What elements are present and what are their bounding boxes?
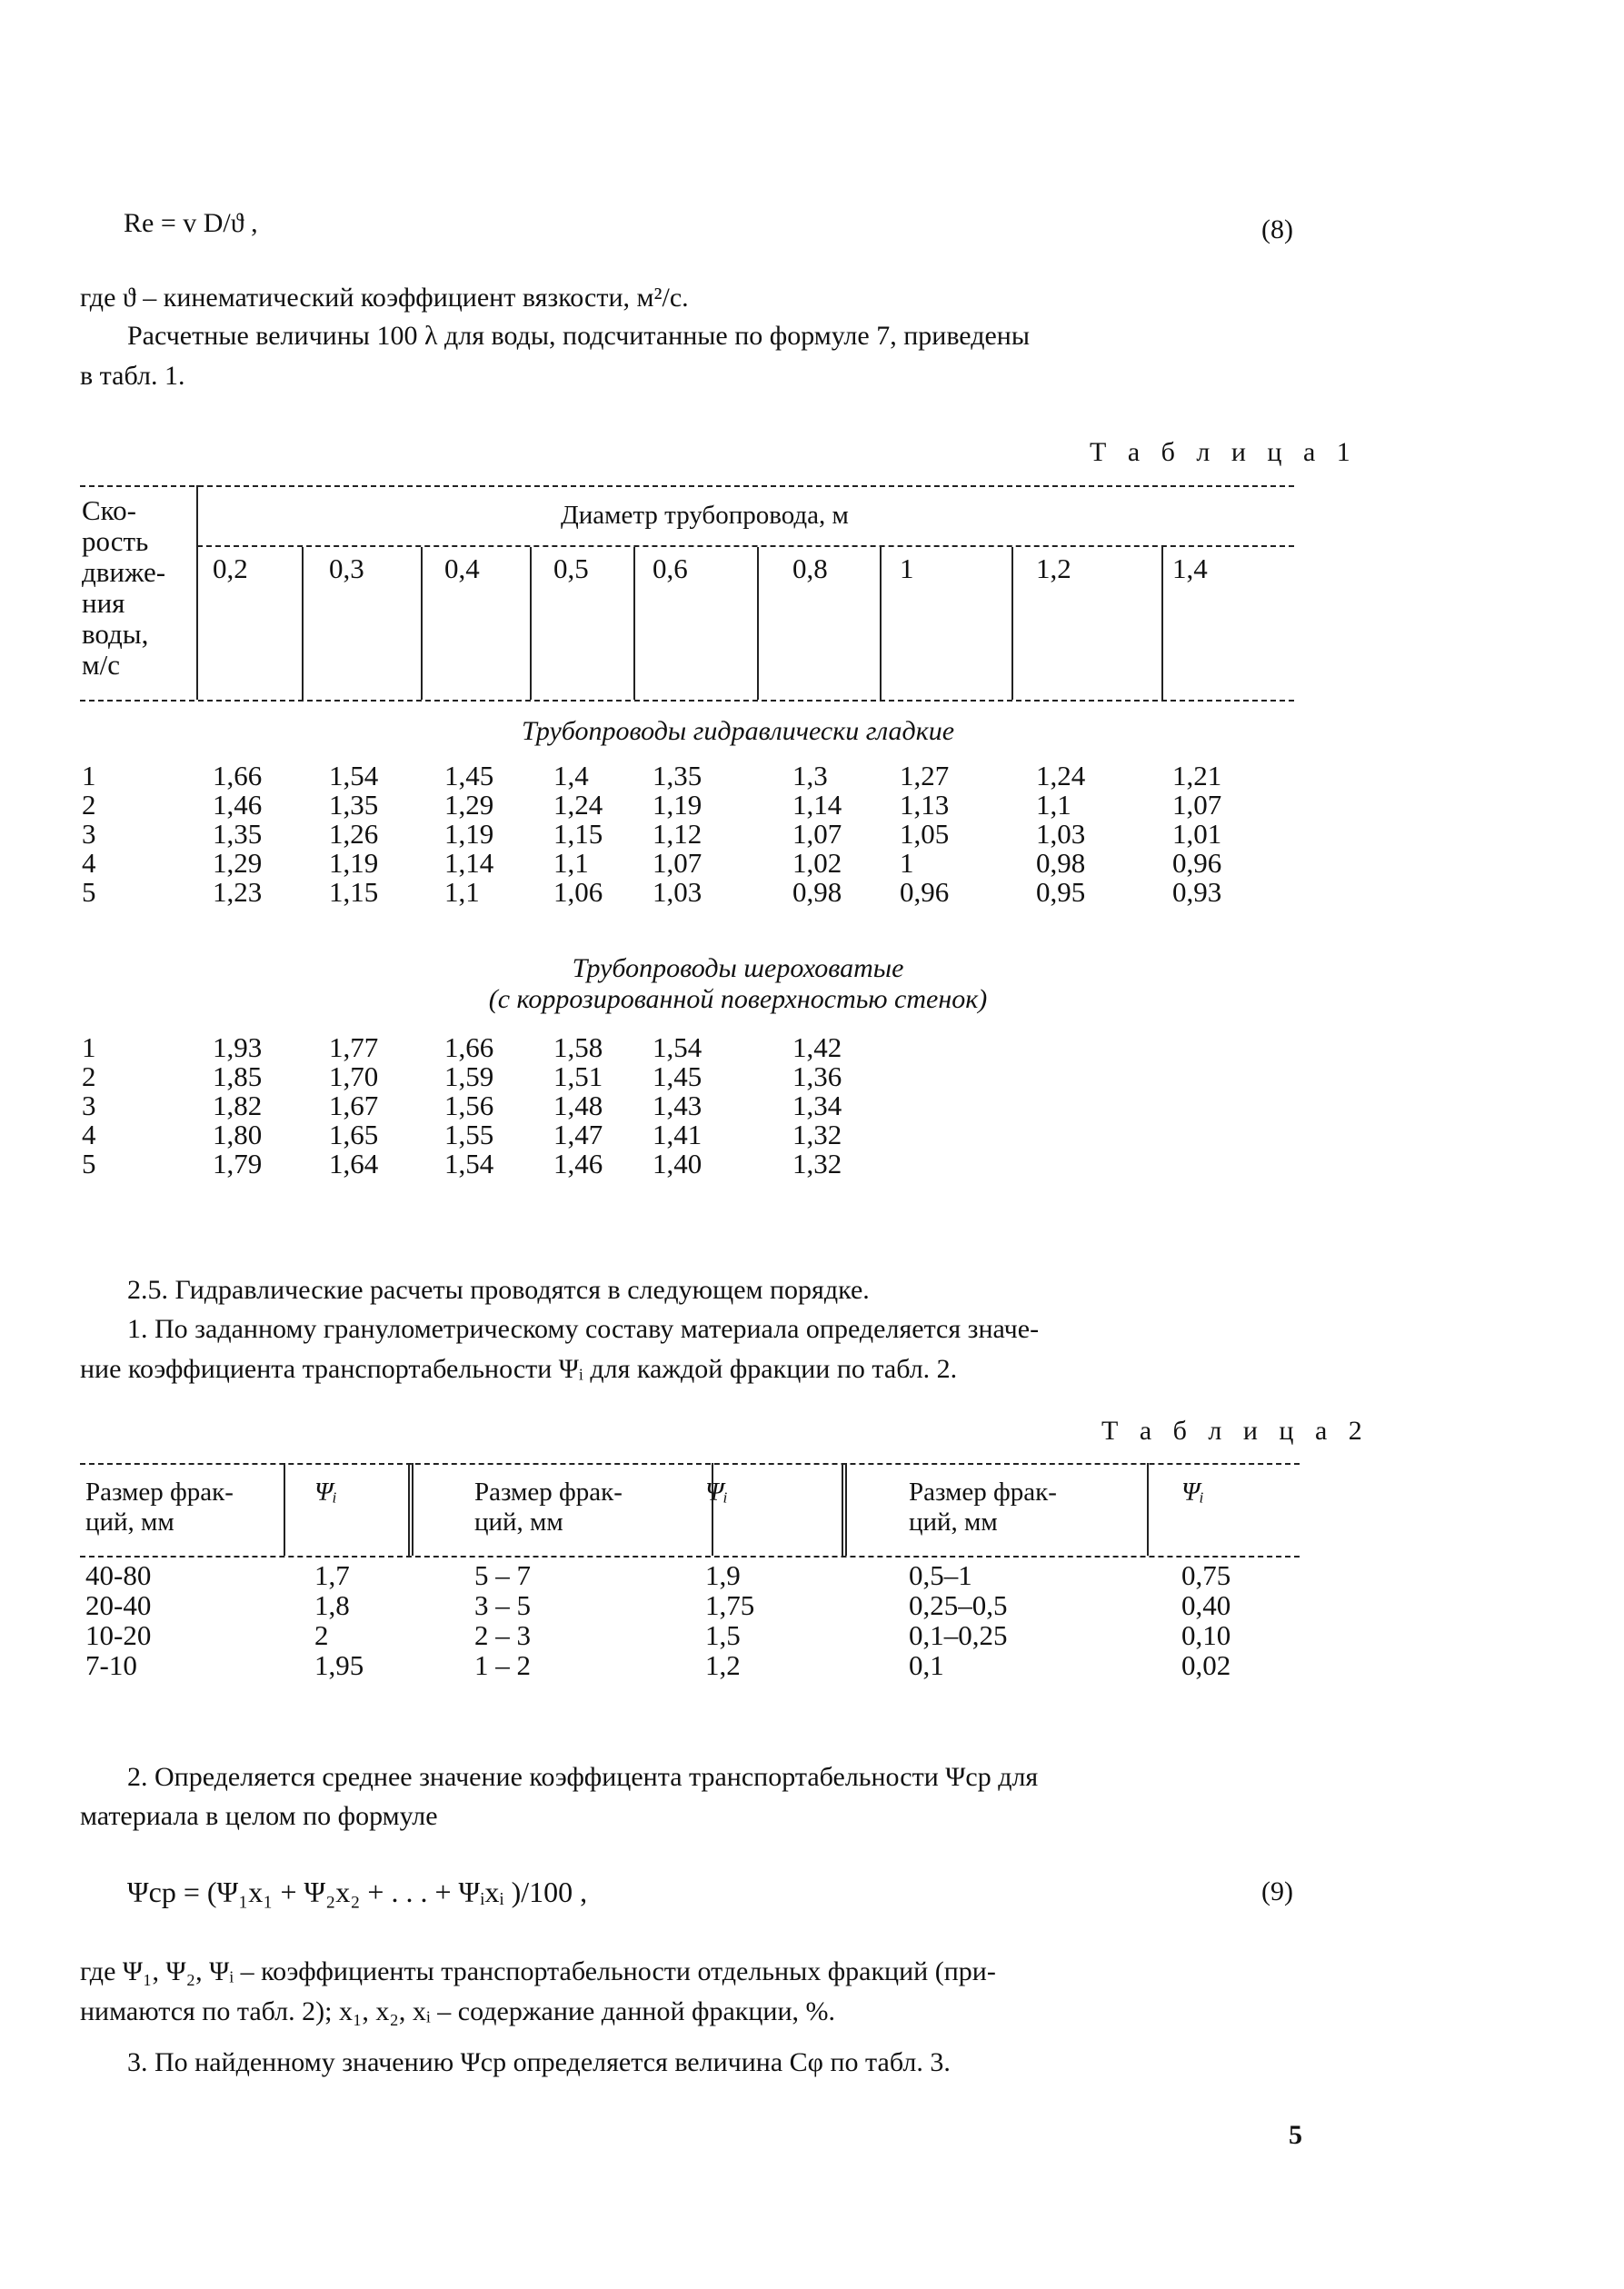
item-2-line-1: 2. Определяется среднее значение коэффицента транспортабельности Ψср для (127, 1762, 1039, 1792)
table-1-speed-cell: 2 (82, 789, 96, 821)
table-1-value-cell: 1,32 (792, 1119, 842, 1150)
table-1-speed-cell: 4 (82, 1119, 96, 1150)
paragraph-1-line-2: в табл. 1. (80, 361, 185, 391)
table-1-group-header: Диаметр трубопровода, м (561, 501, 849, 530)
table-2-psi-cell: 1,8 (314, 1589, 350, 1621)
table-2-psi-cell: 2 (314, 1619, 329, 1651)
table-1-value-cell: 1,1 (553, 847, 589, 879)
table-2-psi-cell: 1,75 (705, 1589, 755, 1621)
table-1-section-2-title-line-2: (с коррозированной поверхностью стенок) (488, 984, 988, 1014)
table-1-top-rule (80, 485, 1294, 487)
table-2-psi-cell: 1,9 (705, 1559, 741, 1591)
table-2-header-psi: Ψᵢ (1181, 1478, 1204, 1507)
table-2-header-size: ций, мм (474, 1508, 563, 1537)
item-2-line-2: материала в целом по формуле (80, 1801, 438, 1831)
table-1-value-cell: 1,55 (444, 1119, 494, 1150)
table-1-value-cell: 1,4 (553, 760, 589, 791)
table-1-divider (1161, 547, 1163, 700)
table-1-value-cell: 1,3 (792, 760, 828, 791)
table-2-size-cell: 0,1–0,25 (909, 1619, 1008, 1651)
table-1-value-cell: 1,48 (553, 1090, 603, 1121)
table-2-header-size: Размер фрак- (474, 1478, 623, 1507)
table-2-size-cell: 0,25–0,5 (909, 1589, 1008, 1621)
table-1-value-cell: 1,06 (553, 876, 603, 908)
table-1-row-header-line: Ско- (82, 494, 136, 526)
table-1-value-cell: 1,54 (444, 1148, 494, 1179)
table-1-value-cell: 1,35 (213, 818, 263, 850)
table-1-value-cell: 1,24 (1036, 760, 1086, 791)
table-1-value-cell: 1,02 (792, 847, 842, 879)
table-1-value-cell: 1,13 (900, 789, 950, 821)
table-1-value-cell: 1 (900, 847, 914, 879)
table-2-header-size: ций, мм (909, 1508, 998, 1537)
table-2-size-cell: 3 – 5 (474, 1589, 531, 1621)
table-2-caption: Т а б л и ц а 2 (1101, 1416, 1370, 1446)
table-1-value-cell: 1,40 (653, 1148, 702, 1179)
table-2-header-psi: Ψᵢ (314, 1478, 337, 1507)
table-1-divider (757, 547, 759, 700)
item-3: 3. По найденному значению Ψср определяется величина Cφ по табл. 3. (127, 2047, 951, 2077)
table-1-value-cell: 1,12 (653, 818, 702, 850)
table-1-value-cell: 1,45 (444, 760, 494, 791)
table-1-value-cell: 1,51 (553, 1060, 603, 1092)
table-2-header-bottom-rule (80, 1556, 1300, 1558)
section-2-5-item-1-line-1: 1. По заданному гранулометрическому составу материала определяется значе- (127, 1314, 1040, 1344)
table-1-speed-cell: 3 (82, 818, 96, 850)
table-1-value-cell: 0,95 (1036, 876, 1086, 908)
table-1-value-cell: 1,27 (900, 760, 950, 791)
table-2-size-cell: 20-40 (85, 1589, 152, 1621)
section-2-5-heading: 2.5. Гидравлические расчеты проводятся в следующем порядке. (127, 1275, 870, 1305)
table-2-double-divider (842, 1463, 847, 1556)
table-2-psi-cell: 0,10 (1181, 1619, 1231, 1651)
table-1-diameter-header: 0,8 (792, 552, 828, 584)
table-1-divider (302, 547, 304, 700)
where-2-line-2: нимаются по табл. 2); x₁, x₂, xᵢ – содержание данной фракции, %. (80, 1996, 836, 2026)
table-1-value-cell: 1,07 (653, 847, 702, 879)
table-2-psi-cell: 1,95 (314, 1649, 364, 1681)
table-1-divider (633, 547, 635, 700)
table-1-value-cell: 1,1 (1036, 789, 1071, 821)
table-2-psi-cell: 1,7 (314, 1559, 350, 1591)
table-1-value-cell: 0,96 (900, 876, 950, 908)
table-1-value-cell: 1,23 (213, 876, 263, 908)
table-1-value-cell: 1,03 (1036, 818, 1086, 850)
where-line: где ϑ – кинематический коэффициент вязкости, м²/с. (80, 283, 689, 313)
table-1-divider (530, 547, 532, 700)
table-1-diameter-header: 0,3 (329, 552, 364, 584)
table-1-value-cell: 1,59 (444, 1060, 494, 1092)
table-1-diameter-header: 1,2 (1036, 552, 1071, 584)
table-1-value-cell: 1,35 (653, 760, 702, 791)
table-1-divider (421, 547, 423, 700)
table-1-value-cell: 1,19 (653, 789, 702, 821)
table-1-value-cell: 1,05 (900, 818, 950, 850)
formula-9-number: (9) (1261, 1876, 1293, 1906)
table-1-speed-cell: 2 (82, 1060, 96, 1092)
table-1-value-cell: 1,14 (444, 847, 494, 879)
table-1-value-cell: 1,85 (213, 1060, 263, 1092)
table-1-divider (1011, 547, 1013, 700)
table-2-size-cell: 2 – 3 (474, 1619, 531, 1651)
table-1-value-cell: 1,07 (1172, 789, 1222, 821)
table-1-row-header-line: ния (82, 587, 125, 619)
table-1-value-cell: 1,64 (329, 1148, 379, 1179)
table-1-value-cell: 1,46 (553, 1148, 603, 1179)
table-1-value-cell: 1,07 (792, 818, 842, 850)
table-1-speed-cell: 5 (82, 876, 96, 908)
table-2-top-rule (80, 1463, 1300, 1465)
table-2-size-cell: 10-20 (85, 1619, 152, 1651)
table-1-value-cell: 1,35 (329, 789, 379, 821)
table-1-diameter-header: 0,2 (213, 552, 248, 584)
table-2-psi-cell: 1,2 (705, 1649, 741, 1681)
table-1-divider (196, 485, 198, 700)
table-1-value-cell: 0,98 (1036, 847, 1086, 879)
table-1-value-cell: 0,93 (1172, 876, 1222, 908)
table-1-value-cell: 1,1 (444, 876, 480, 908)
table-1-speed-cell: 1 (82, 760, 96, 791)
table-1-value-cell: 0,96 (1172, 847, 1222, 879)
table-1-diameter-header: 1 (900, 552, 914, 584)
table-1-caption: Т а б л и ц а 1 (1090, 437, 1358, 467)
table-1-value-cell: 1,15 (329, 876, 379, 908)
table-1-row-header-line: воды, (82, 618, 149, 650)
section-2-5-item-1-line-2: ние коэффициента транспортабельности Ψᵢ для каждой фракции по табл. 2. (80, 1354, 958, 1384)
table-1-value-cell: 1,70 (329, 1060, 379, 1092)
table-1-value-cell: 1,43 (653, 1090, 702, 1121)
table-1-value-cell: 1,82 (213, 1090, 263, 1121)
table-1-value-cell: 1,47 (553, 1119, 603, 1150)
table-1-value-cell: 1,15 (553, 818, 603, 850)
table-2-divider (1147, 1463, 1149, 1556)
formula-9: Ψср = (Ψ₁x₁ + Ψ₂x₂ + . . . + Ψᵢxᵢ )/100 , (127, 1876, 588, 1908)
table-1-value-cell: 1,24 (553, 789, 603, 821)
table-1-value-cell: 1,77 (329, 1031, 379, 1063)
table-1-value-cell: 1,21 (1172, 760, 1222, 791)
table-1-value-cell: 1,34 (792, 1090, 842, 1121)
where-2-line-1: где Ψ₁, Ψ₂, Ψᵢ – коэффициенты транспортабельности отдельных фракций (при- (80, 1956, 996, 1986)
table-1-divider (880, 547, 882, 700)
table-1-value-cell: 1,58 (553, 1031, 603, 1063)
table-1-value-cell: 1,80 (213, 1119, 263, 1150)
page-number: 5 (1289, 2120, 1302, 2150)
table-1-section-1-title: Трубопроводы гидравлически гладкие (521, 716, 955, 746)
table-1-value-cell: 1,42 (792, 1031, 842, 1063)
table-1-row-header-line: рость (82, 525, 149, 557)
table-1-row-header-line: м/с (82, 649, 120, 681)
table-2-psi-cell: 0,02 (1181, 1649, 1231, 1681)
table-1-value-cell: 1,03 (653, 876, 702, 908)
table-2-header-psi: Ψᵢ (705, 1478, 728, 1507)
table-1-speed-cell: 4 (82, 847, 96, 879)
table-1-value-cell: 0,98 (792, 876, 842, 908)
table-1-value-cell: 1,66 (213, 760, 263, 791)
table-2-double-divider (408, 1463, 413, 1556)
table-2-psi-cell: 0,40 (1181, 1589, 1231, 1621)
table-1-speed-cell: 5 (82, 1148, 96, 1179)
table-1-value-cell: 1,19 (329, 847, 379, 879)
table-1-value-cell: 1,66 (444, 1031, 494, 1063)
table-2-psi-cell: 1,5 (705, 1619, 741, 1651)
table-1-value-cell: 1,29 (444, 789, 494, 821)
table-1-speed-cell: 3 (82, 1090, 96, 1121)
table-2-size-cell: 7-10 (85, 1649, 137, 1681)
table-1-value-cell: 1,93 (213, 1031, 263, 1063)
table-2-header-size: ций, мм (85, 1508, 174, 1537)
table-2-size-cell: 40-80 (85, 1559, 152, 1591)
table-1-diameter-header: 0,5 (553, 552, 589, 584)
table-2-size-cell: 0,5–1 (909, 1559, 972, 1591)
table-1-value-cell: 1,26 (329, 818, 379, 850)
table-1-diameter-header: 0,6 (653, 552, 688, 584)
table-2-size-cell: 1 – 2 (474, 1649, 531, 1681)
table-1-value-cell: 1,67 (329, 1090, 379, 1121)
table-1-value-cell: 1,46 (213, 789, 263, 821)
table-1-value-cell: 1,32 (792, 1148, 842, 1179)
table-1-value-cell: 1,65 (329, 1119, 379, 1150)
table-1-value-cell: 1,54 (329, 760, 379, 791)
table-2-divider (284, 1463, 285, 1556)
table-1-diameter-header: 0,4 (444, 552, 480, 584)
table-1-diameter-header: 1,4 (1172, 552, 1208, 584)
table-2-size-cell: 5 – 7 (474, 1559, 531, 1591)
table-1-value-cell: 1,54 (653, 1031, 702, 1063)
paragraph-1-line-1: Расчетные величины 100 λ для воды, подсчитанные по формуле 7, приведены (127, 321, 1031, 351)
table-1-row-header-line: движе- (82, 556, 166, 588)
formula-8-number: (8) (1261, 214, 1293, 244)
table-1-header-bottom-rule (80, 700, 1294, 702)
table-1-subheader-rule (197, 545, 1294, 547)
table-1-speed-cell: 1 (82, 1031, 96, 1063)
table-1-value-cell: 1,14 (792, 789, 842, 821)
table-2-header-size: Размер фрак- (909, 1478, 1057, 1507)
table-1-value-cell: 1,29 (213, 847, 263, 879)
table-1-value-cell: 1,56 (444, 1090, 494, 1121)
table-1-value-cell: 1,19 (444, 818, 494, 850)
table-1-value-cell: 1,79 (213, 1148, 263, 1179)
table-1-value-cell: 1,41 (653, 1119, 702, 1150)
table-1-value-cell: 1,01 (1172, 818, 1222, 850)
table-1-section-2-title-line-1: Трубопроводы шероховатые (572, 953, 904, 983)
table-2-size-cell: 0,1 (909, 1649, 944, 1681)
table-2-psi-cell: 0,75 (1181, 1559, 1231, 1591)
table-1-value-cell: 1,45 (653, 1060, 702, 1092)
formula-8: Re = v D/ϑ , (124, 208, 258, 238)
table-2-header-size: Размер фрак- (85, 1478, 234, 1507)
table-1-value-cell: 1,36 (792, 1060, 842, 1092)
